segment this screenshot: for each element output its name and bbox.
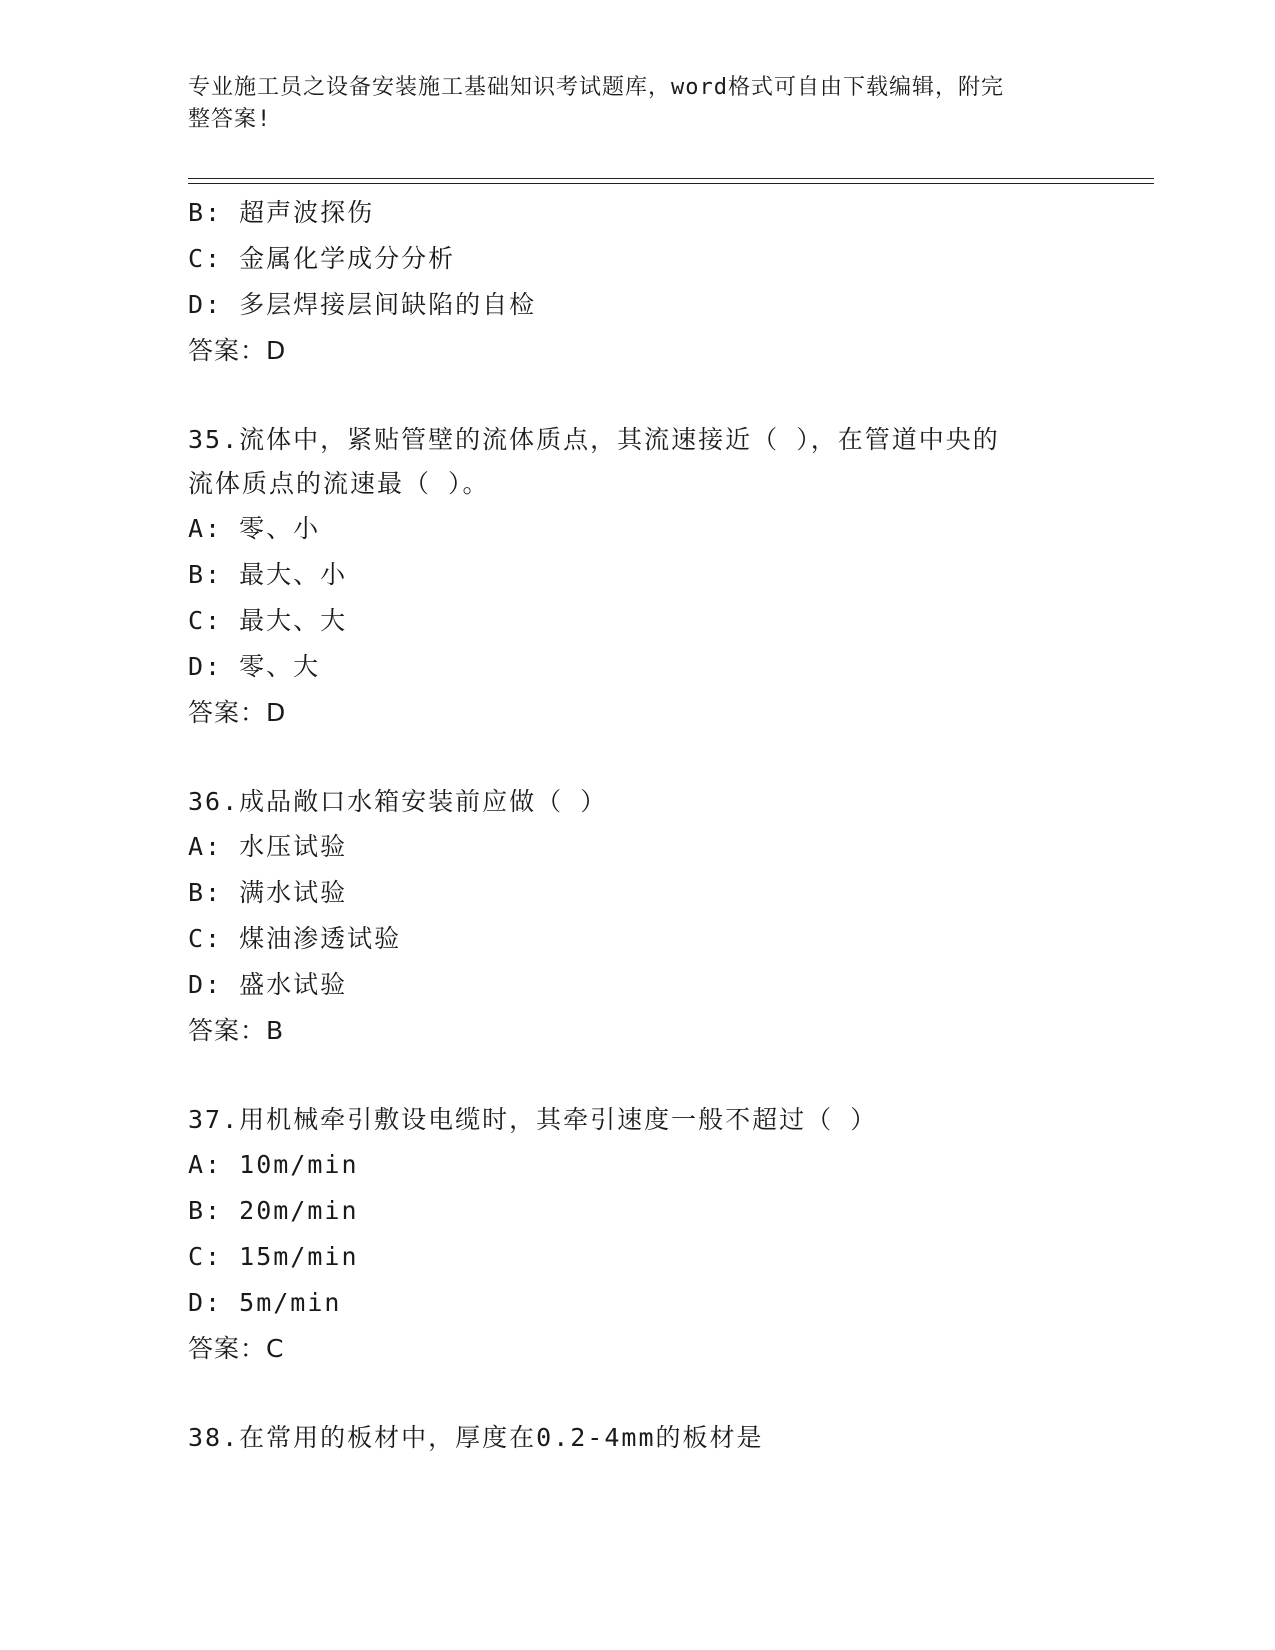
answer-35: 答案：D bbox=[188, 698, 287, 727]
question-35 bbox=[188, 418, 1108, 736]
option-d: D: 盛水试验 bbox=[188, 970, 348, 999]
option-b: B: 满水试验 bbox=[188, 878, 348, 907]
option-c: C: 煤油渗透试验 bbox=[188, 924, 402, 953]
question-34 bbox=[188, 190, 1108, 374]
option-d: D: 5m/min bbox=[188, 1288, 342, 1317]
question-37-text: 37.用机械牵引敷设电缆时，其牵引速度一般不超过（ ） bbox=[188, 1105, 878, 1134]
option-c: C: 最大、大 bbox=[188, 606, 348, 635]
question-38 bbox=[188, 1416, 1108, 1460]
option-b: B: 20m/min bbox=[188, 1196, 359, 1225]
option-c: C: 金属化学成分分析 bbox=[188, 244, 456, 273]
answer-34: 答案：D bbox=[188, 336, 287, 365]
question-35-text-line-1: 35.流体中，紧贴管壁的流体质点，其流速接近（ ），在管道中央的 bbox=[188, 425, 1000, 454]
header-line-1: 专业施工员之设备安装施工基础知识考试题库，word格式可自由下载编辑，附完 bbox=[188, 75, 1004, 100]
option-c: C: 15m/min bbox=[188, 1242, 359, 1271]
header-rule-bottom bbox=[188, 183, 1154, 184]
option-a: A: 水压试验 bbox=[188, 832, 348, 861]
question-37 bbox=[188, 1098, 1108, 1372]
question-36-text: 36.成品敞口水箱安装前应做（ ） bbox=[188, 787, 608, 816]
option-b: B: 超声波探伤 bbox=[188, 198, 375, 227]
question-38-text: 38.在常用的板材中，厚度在0.2-4mm的板材是 bbox=[188, 1423, 764, 1452]
answer-36: 答案：B bbox=[188, 1016, 285, 1045]
option-d: D: 多层焊接层间缺陷的自检 bbox=[188, 290, 537, 319]
header-rule-top bbox=[188, 178, 1154, 179]
option-b: B: 最大、小 bbox=[188, 560, 348, 589]
option-d: D: 零、大 bbox=[188, 652, 321, 681]
question-35-text-line-2: 流体质点的流速最（ ）。 bbox=[188, 469, 490, 498]
question-36 bbox=[188, 780, 1108, 1054]
question-list bbox=[188, 190, 1108, 1460]
header-line-2: 整答案! bbox=[188, 107, 272, 132]
option-a: A: 10m/min bbox=[188, 1150, 359, 1179]
option-a: A: 零、小 bbox=[188, 514, 321, 543]
document-header bbox=[188, 72, 1068, 136]
answer-37: 答案：C bbox=[188, 1334, 285, 1363]
